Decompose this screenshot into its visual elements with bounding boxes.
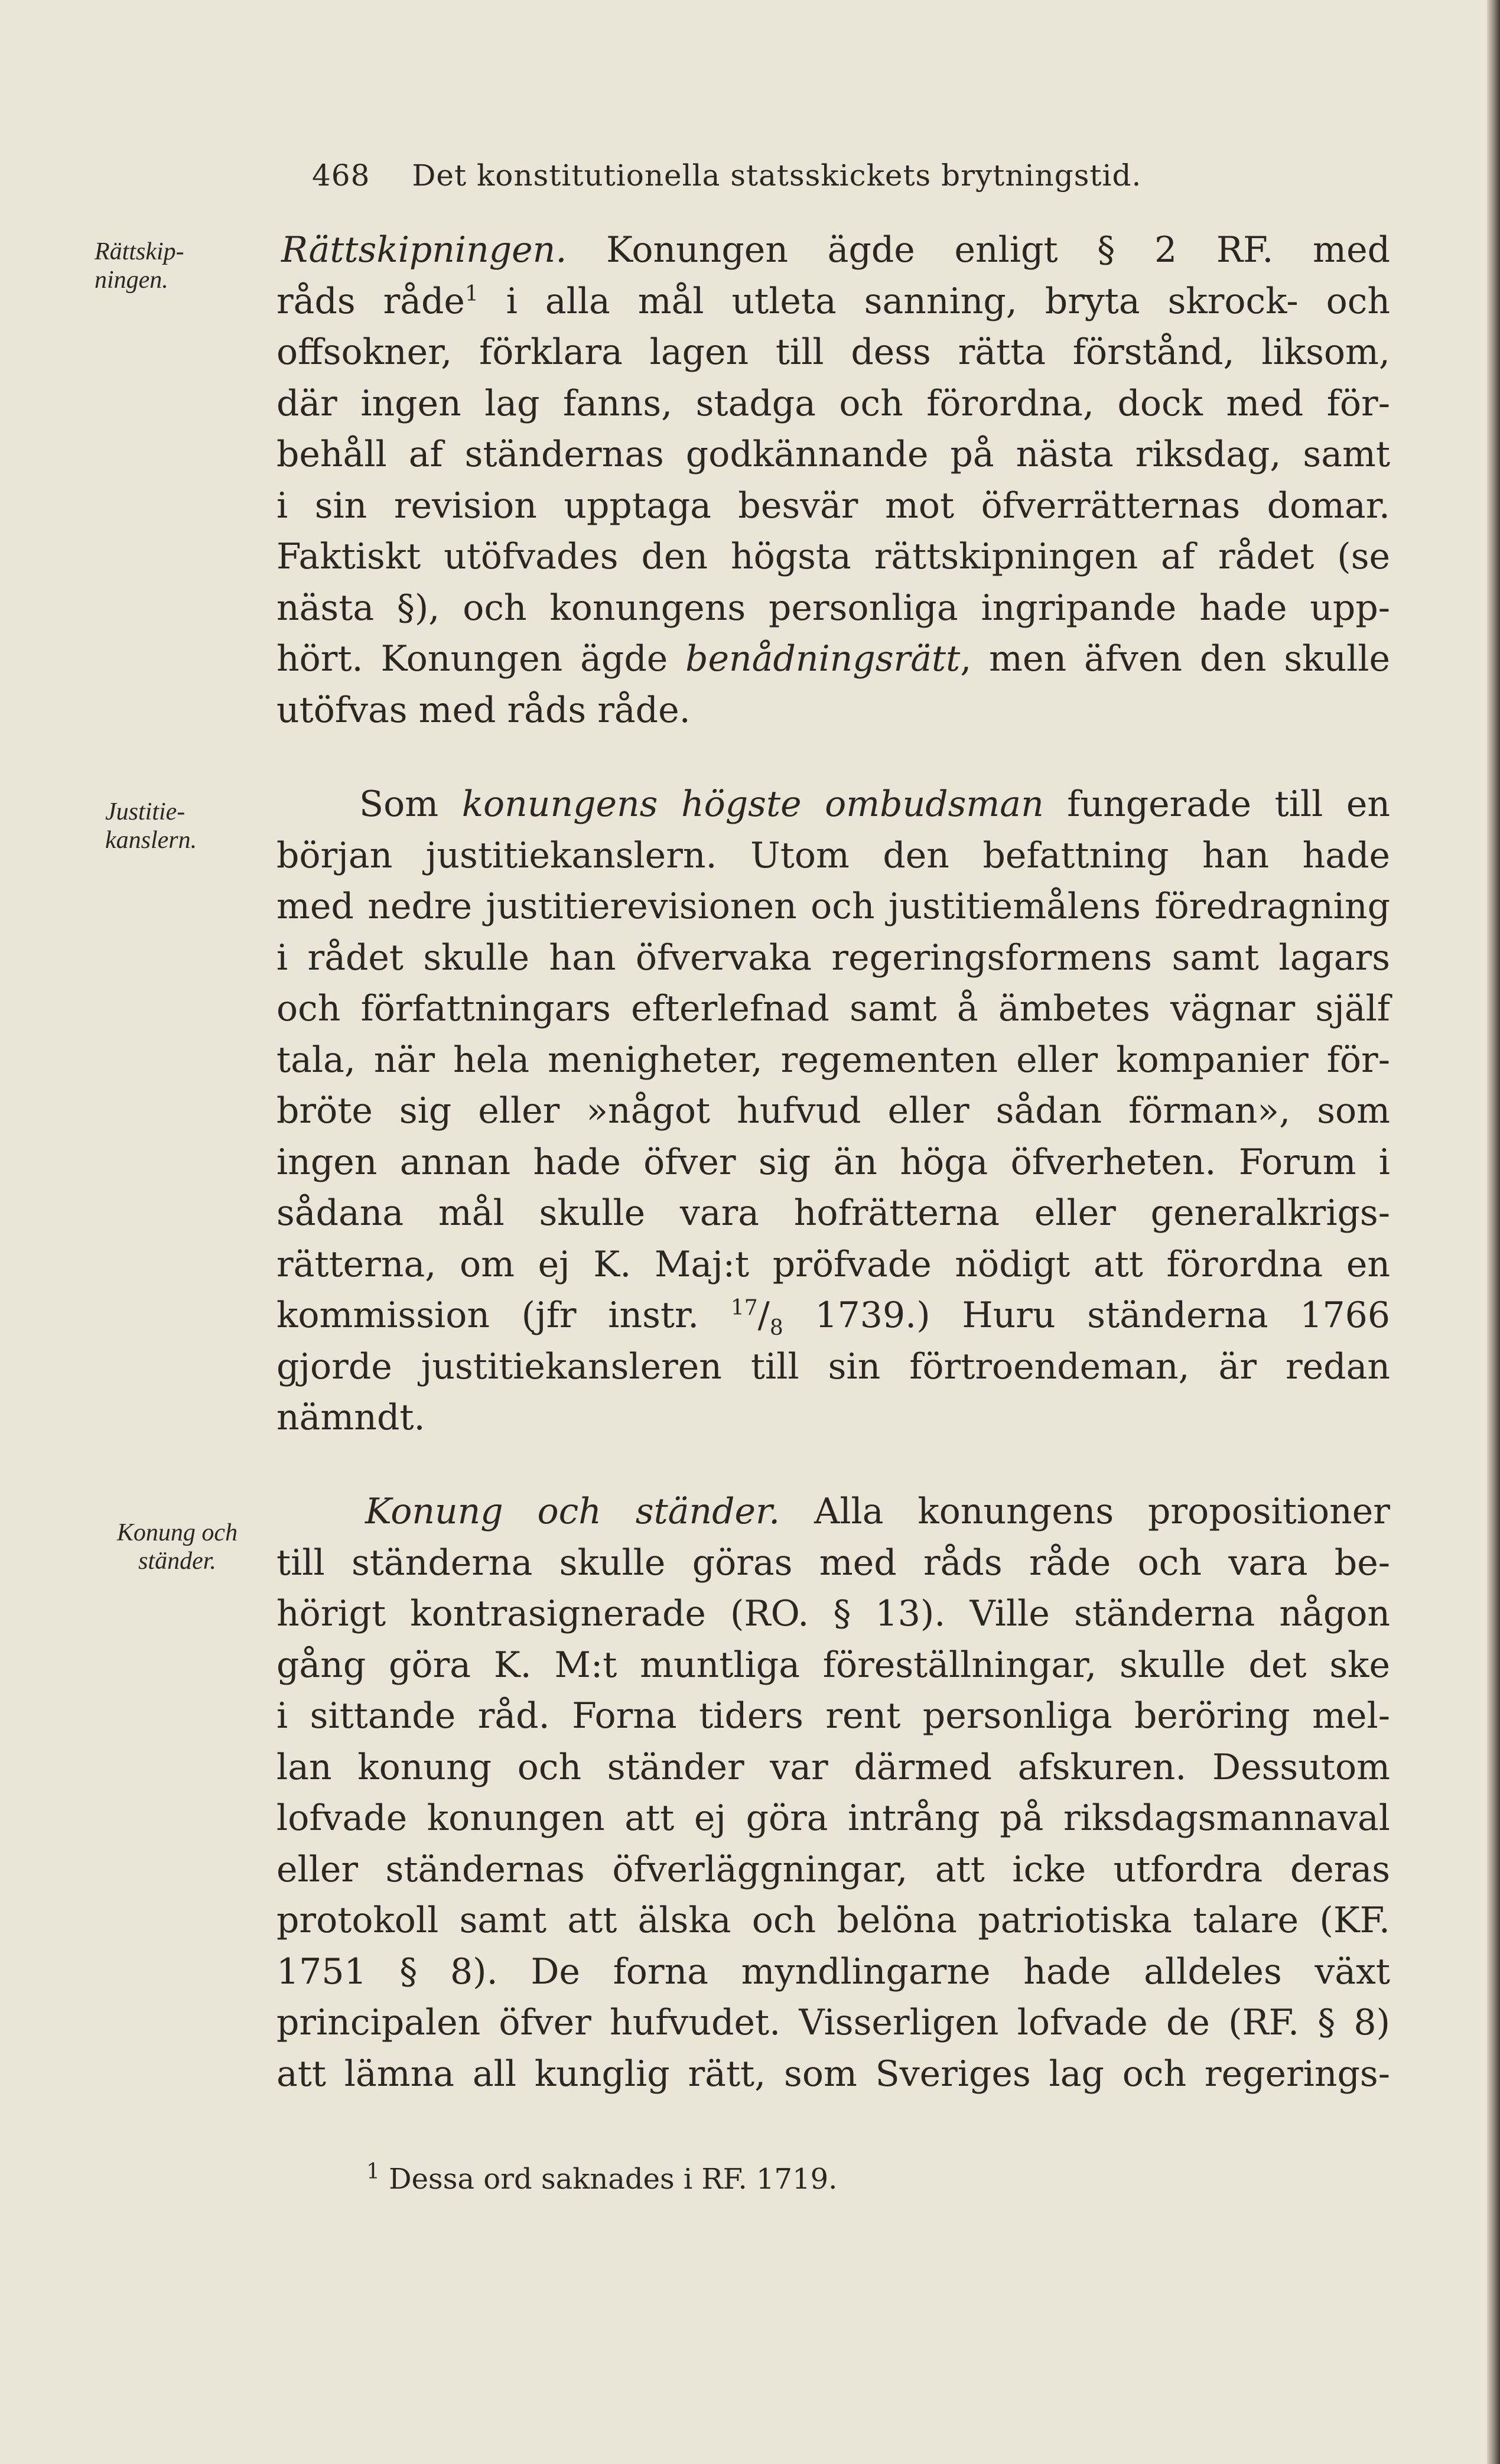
emphasis: benådningsrätt [685,638,961,680]
footnote-marker: 1 [464,281,479,306]
text-line: Faktiskt utöfvades den högsta rättskipningen af rådet (se [276,536,1390,577]
text-line: eller ständernas öfverläggningar, att icke utfordra deras [276,1848,1390,1890]
text-line: och författningars efterlefnad samt å ämbetes vägnar själf [276,988,1390,1029]
running-head [312,158,1141,193]
footnote [366,2160,838,2196]
emphasis: konungens högste ombudsman [461,784,1044,825]
text-line: i sittande råd. Forna tiders rent personliga beröring mel- [276,1695,1390,1737]
paragraph-konung-och-stander [276,1486,1390,2099]
margin-note-line: ningen. [95,266,168,294]
text-line: Konung och ständer. Alla konungens propositioner [365,1491,1390,1532]
text-line: rätterna, om ej K. Maj:t pröfvade nödigt att förordna en [276,1243,1390,1285]
text-line: lofvade konungen att ej göra intrång på riksdagsmannaval [276,1797,1390,1839]
section-heading: Rättskipningen. [281,229,567,271]
text-line: i sin revision upptaga besvär mot öfverrätternas domar. [276,485,1390,526]
text-line: gjorde justitiekansleren till sin förtroendeman, är redan [276,1345,1390,1387]
text-line: nästa §), och konungens personliga ingripande hade upp- [276,587,1390,629]
text-line: lan konung och ständer var därmed afskuren. Dessutom [276,1746,1390,1788]
text-line: början justitiekanslern. Utom den befattning han hade [276,834,1390,876]
text-line: hörigt kontrasignerade (RO. § 13). Ville ständerna någon [276,1593,1390,1634]
paragraph-justitiekanslern [276,779,1390,1444]
margin-note-line: kanslern. [105,827,197,854]
text-line: ingen annan hade öfver sig än höga öfverheten. Forum i [276,1141,1390,1183]
margin-note-rattskipningen [95,238,254,294]
margin-note-line: Konung och [116,1519,238,1546]
text-line: att lämna all kunglig rätt, som Sveriges lag och regerings- [276,2053,1390,2095]
text-line: i rådet skulle han öfvervaka regeringsformens samt lagars [276,937,1390,979]
margin-note-line: Rättskip- [95,238,184,265]
text-line: gång göra K. M:t muntliga föreställningar, skulle det ske [276,1644,1390,1686]
footnote-marker: 1 [366,2160,380,2184]
text-line: principalen öfver hufvudet. Visserligen lofvade de (RF. § 8) [276,2002,1390,2043]
text-line: Som konungens högste ombudsman fungerade till en [359,784,1390,825]
section-heading: Konung och ständer. [365,1491,780,1532]
text-line: 1751 § 8). De forna myndlingarne hade alldeles växt [276,1951,1390,1992]
margin-note-line: Justitie- [105,798,186,825]
text-line: kommission (jfr instr. $^{17}/_8$ 1739.) Huru ständerna 1766 [276,1295,1390,1340]
text-line: sådana mål skulle vara hofrätterna eller generalkrigs- [276,1192,1390,1234]
text-line: behåll af ständernas godkännande på nästa riksdag, samt [276,434,1390,475]
text-line: bröte sig eller »något hufvud eller sådan förman», som [276,1090,1390,1132]
running-title: Det konstitutionella statsskickets brytningstid. [412,158,1142,193]
page-edge [1487,0,1500,2464]
text-line: nämndt. [276,1397,425,1438]
text-line: hört. Konungen ägde benådningsrätt, men äfven den skulle [276,638,1390,680]
paragraph-rattskipningen [276,225,1390,736]
text-line: tala, när hela menigheter, regementen eller kompanier för- [276,1039,1390,1081]
text-line: där ingen lag fanns, stadga och förordna, dock med för- [276,382,1390,424]
text-line: protokoll samt att älska och belöna patriotiska talare (KF. [276,1900,1390,1941]
text-line: med nedre justitierevisionen och justitiemålens föredragning [276,886,1390,927]
margin-note-konung-och-stander [89,1519,266,1575]
text-line: utöfvas med råds råde. [276,689,691,731]
footnote-text: Dessa ord saknades i RF. 1719. [379,2163,838,2196]
text-line: råds råde$^1$ i alla mål utleta sanning, bryta skrock- och [276,280,1390,322]
text-line: Rättskipningen. Konungen ägde enligt § 2 RF. med [281,229,1390,271]
margin-note-line: ständer. [138,1548,216,1575]
text-line: offsokner, förklara lagen till dess rätta förstånd, liksom, [276,331,1390,373]
margin-note-justitiekanslern [105,798,265,854]
text-line: till ständerna skulle göras med råds råde och vara be- [276,1542,1390,1584]
page-number: 468 [312,158,370,193]
